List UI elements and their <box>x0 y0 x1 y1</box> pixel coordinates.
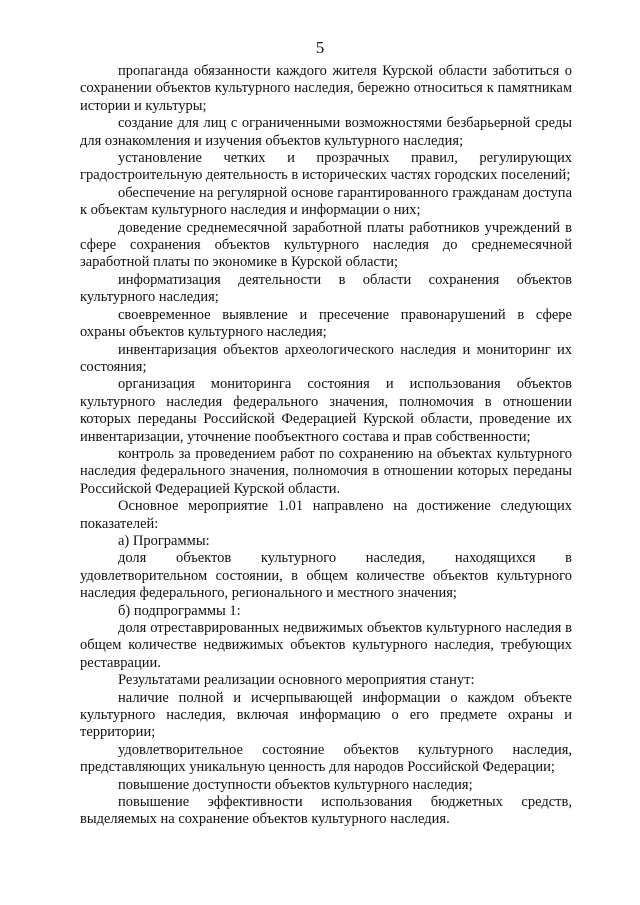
paragraph: удовлетворительное состояние объектов культурного наследия, представляющих уникальную ценность для народов Российской Федерации; <box>80 741 572 776</box>
paragraph: информатизация деятельности в области сохранения объектов культурного наследия; <box>80 271 572 306</box>
paragraph: б) подпрограммы 1: <box>118 602 241 619</box>
paragraph: наличие полной и исчерпывающей информации о каждом объекте культурного наследия, включая информацию о его предмете охраны и территории; <box>80 689 572 741</box>
paragraph: Основное мероприятие 1.01 направлено на достижение следующих показателей: <box>80 498 572 532</box>
paragraph: своевременное выявление и пресечение правонарушений в сфере охраны объектов культурного наследия; <box>80 306 572 341</box>
paragraph: инвентаризация объектов археологического наследия и мониторинг их состояния; <box>80 341 572 375</box>
document-body <box>80 63 572 829</box>
paragraph: а) Программы: <box>118 532 210 549</box>
paragraph: организация мониторинга состояния и использования объектов культурного наследия федерального значения, полномочия в отношении которых переданы Российской Федерацией Курской области, проведение их инвентаризации, уточнение пообъектного состава и прав собственности; <box>80 376 572 445</box>
paragraph: доля объектов культурного наследия, находящихся в удовлетворительном состоянии, в общем количестве объектов культурного наследия федерального, регионального и местного значения; <box>80 550 572 602</box>
paragraph: контроль за проведением работ по сохранению на объектах культурного наследия федерального значения, полномочия в отношении которых переданы Российской Федерацией Курской области. <box>80 445 572 497</box>
paragraph: обеспечение на регулярной основе гарантированного гражданам доступа к объектам культурного наследия и информации о них; <box>80 184 572 219</box>
paragraph: Результатами реализации основного мероприятия станут: <box>118 672 475 689</box>
page-number: 5 <box>315 38 325 57</box>
paragraph: повышение эффективности использования бюджетных средств, выделяемых на сохранение объектов культурного наследия. <box>80 794 572 828</box>
paragraph: доведение среднемесячной заработной платы работников учреждений в сфере сохранения объектов культурного наследия до среднемесячной заработной платы по экономике в Курской области; <box>80 219 572 271</box>
paragraph: повышение доступности объектов культурного наследия; <box>118 776 473 793</box>
paragraph: установление четких и прозрачных правил, регулирующих градостроительную деятельность в исторических частях городских поселений; <box>80 150 572 184</box>
paragraph: доля отреставрированных недвижимых объектов культурного наследия в общем количестве недвижимых объектов культурного наследия, требующих реставрации. <box>80 620 572 671</box>
paragraph: пропаганда обязанности каждого жителя Курской области заботиться о сохранении объектов культурного наследия, бережно относиться к памятникам истории и культуры; <box>80 63 572 114</box>
paragraph: создание для лиц с ограниченными возможностями безбарьерной среды для ознакомления и изучения объектов культурного наследия; <box>80 115 572 149</box>
